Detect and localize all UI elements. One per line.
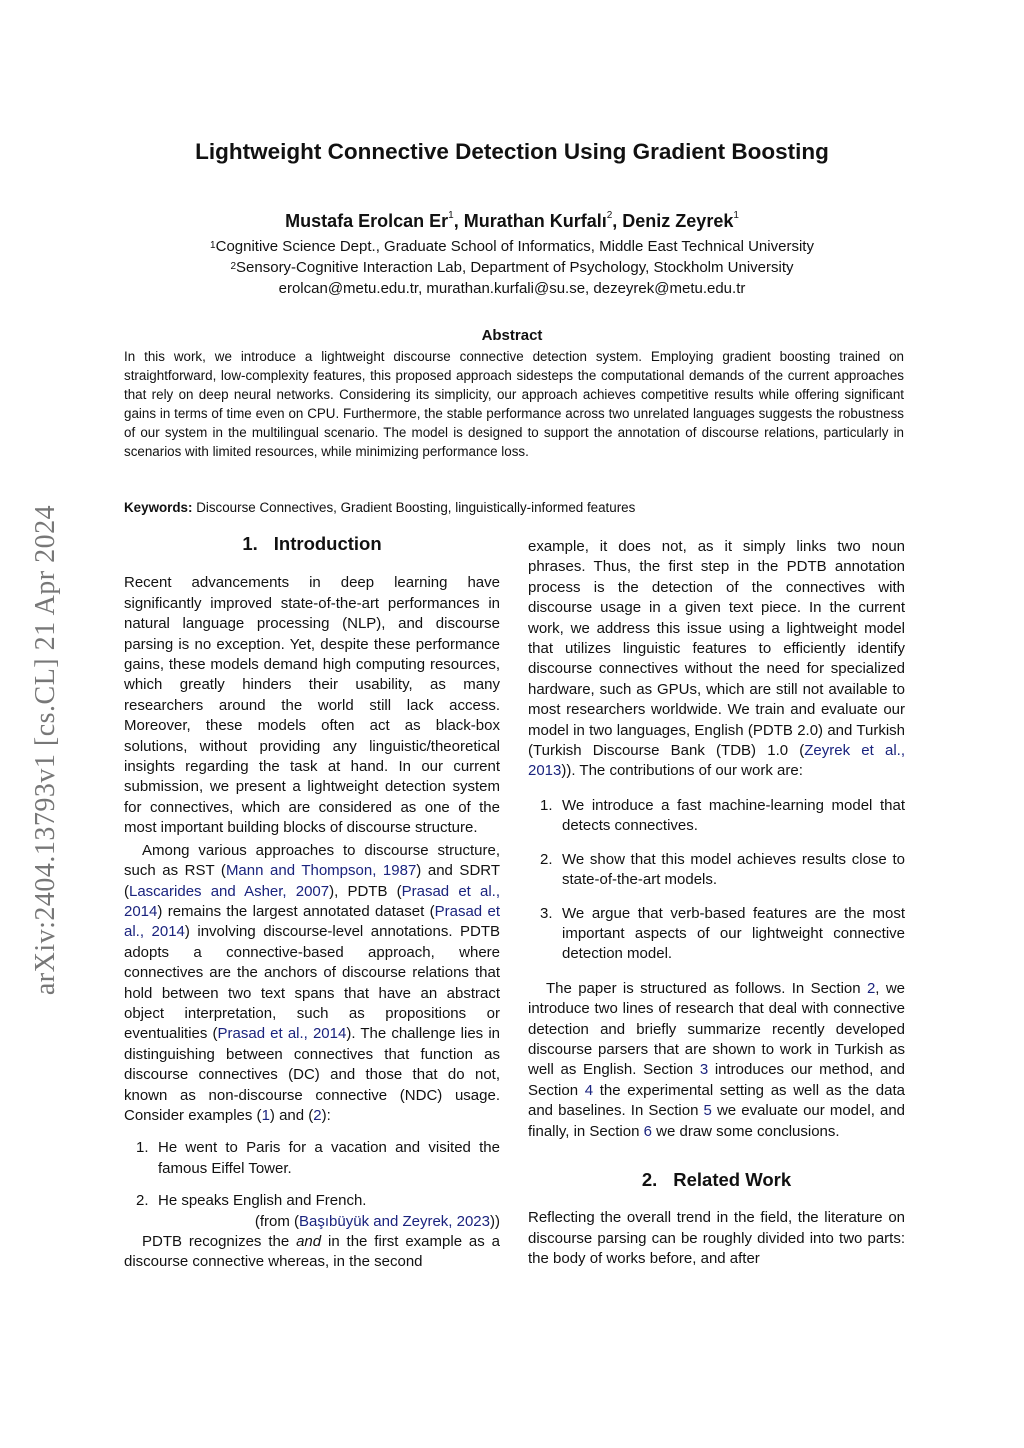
section-heading-related-work: 2. Related Work [641, 1168, 792, 1190]
related-paragraph-1: Reflecting the overall trend in the field, the literature on discourse parsing can be roughly divided into two parts: the body of works before, and after [528, 1209, 905, 1268]
citation-link[interactable]: Lascarides and Asher, 2007 [129, 882, 330, 900]
list-item: 1. He went to Paris for a vacation and visited the famous Eiffel Tower. [136, 1139, 500, 1177]
section-ref-link[interactable]: 6 [643, 1122, 652, 1140]
list-item: 2. He speaks English and French. [136, 1192, 367, 1210]
list-item: 1. We introduce a fast machine-learning model that detects connectives. [540, 796, 905, 835]
left-column [124, 534, 500, 1273]
example-source: (from (Başıbüyük and Zeyrek, 2023)) [254, 1212, 500, 1230]
arxiv-sidebar-stamp [22, 450, 70, 1050]
citation-link[interactable]: Prasad et al., 2014 [124, 882, 500, 920]
citation-link[interactable]: Prasad et al., 2014 [217, 1025, 347, 1043]
intro-paragraph-1: Recent advancements in deep learning have significantly improved state-of-the-art performances in natural language processing (NLP), and discourse parsing is no exception. Yet, despite these performance gains, these models demand high computing resources, which greatly hinders their usability, as many researchers around the world still lack access. Moreover, these models often act as black-box solutions, without providing any linguistic/theoretical insights regarding the task at hand. In our current submission, we present a lightweight detection system for connectives, which are considered as one of the most important building blocks of discourse structure. [124, 574, 500, 837]
author-emails: erolcan@metu.edu.tr, murathan.kurfali@su.se, dezeyrek@metu.edu.tr [278, 280, 746, 297]
author-name: Mustafa Erolcan Er [285, 211, 449, 231]
author-affil-mark: 1 [448, 210, 454, 221]
abstract-heading: Abstract [481, 327, 543, 344]
example-list [124, 1138, 500, 1211]
list-item: 3. We argue that verb-based features are the most important aspects of our lightweight connective detection model. [540, 904, 905, 963]
section-heading-introduction: 1. Introduction [242, 533, 382, 554]
intro-paragraph-2: Among various approaches to discourse structure, such as RST (Mann and Thompson, 1987) and SDRT (Lascarides and Asher, 2007), PDTB (Prasad et al., 2014) remains the largest annotated dataset (Prasad et al., 2014) involving discourse-level annotations. PDTB adopts a connective-based approach, where connectives are the anchors of discourse relations that hold between two text spans that have an abstract object interpretation, such as propositions or eventualities (Prasad et al., 2014). The challenge lies in distinguishing between connectives that function as discourse connectives (DC) and those that do not, known as non-discourse connective (NDC) usage. Consider examples (1) and (2): [124, 841, 500, 1124]
citation-link[interactable]: Zeyrek et al., 2013 [528, 742, 905, 780]
affiliation-2: $^2$Sensory-Cognitive Interaction Lab, Department of Psychology, Stockholm University [230, 259, 794, 276]
citation-link[interactable]: Mann and Thompson, 1987 [225, 862, 417, 880]
section-ref-link[interactable]: 2 [866, 979, 876, 997]
abstract-text: In this work, we introduce a lightweight discourse connective detection system. Employing gradient boosting trained on straightforward, low-complexity features, this proposed approach sidesteps the computational demands of the current approaches that rely on deep neural networks. Considering its simplicity, our approach achieves competitive results while offering significant gains in terms of time even on CPU. Furthermore, the stable performance across two unrelated languages suggests the robustness of our system in the multilingual scenario. The model is designed to support the annotation of discourse relations, particularly in scenarios with limited resources, while minimizing performance loss. [124, 349, 904, 459]
citation-link[interactable]: Prasad et al., 2014 [124, 902, 500, 941]
author-name: Murathan Kurfalı [463, 211, 607, 231]
affiliation-1: $^1$Cognitive Science Dept., Graduate School of Informatics, Middle East Technical University [210, 238, 814, 255]
example-ref-link[interactable]: 1 [261, 1106, 270, 1124]
keywords-label: Keywords: [124, 500, 193, 515]
section-ref-link[interactable]: 3 [699, 1061, 709, 1079]
keywords-text: Discourse Connectives, Gradient Boosting, linguistically-informed features [196, 500, 636, 515]
author-name: Deniz Zeyrek [622, 211, 734, 231]
contributions-list [528, 796, 905, 965]
intro-paragraph-3: PDTB recognizes the and in the first example as a discourse connective whereas, in the second [124, 1233, 500, 1271]
keywords [124, 500, 904, 515]
author-affil-mark: 1 [733, 210, 739, 221]
citation-link[interactable]: Başıbüyük and Zeyrek, 2023 [299, 1212, 490, 1230]
section-ref-link[interactable]: 4 [584, 1081, 594, 1099]
section-ref-link[interactable]: 5 [703, 1102, 712, 1120]
author-list: Mustafa Erolcan Er$^1$, Murathan Kurfalı$^2$, Deniz Zeyrek$^1$ [285, 210, 739, 231]
structure-paragraph: The paper is structured as follows. In Section 2, we introduce two lines of research that deal with connective detection and briefly summarize recently developed discourse parsers that are shown to work in Turkish as well as English. Section 3 introduces our method, and Section 4 the experimental setting as well as the data and baselines. In Section 5 we evaluate our model, and finally, in Section 6 we draw some conclusions. [528, 979, 905, 1140]
right-column [528, 537, 905, 1270]
author-affil-mark: 2 [606, 210, 613, 221]
example-ref-link[interactable]: 2 [313, 1106, 322, 1124]
intro-paragraph-continued: example, it does not, as it simply links two noun phrases. Thus, the first step in the PDTB annotation process is the detection of the connectives with discourse usage in a given text piece. In the current work, we address this issue using a lightweight model that utilizes linguistic features to efficiently identify discourse connectives without the need for specialized hardware, such as GPUs, which are still not available to most researchers worldwide. We train and evaluate our model in two languages, English (PDTB 2.0) and Turkish (Turkish Discourse Bank (TDB) 1.0 (Zeyrek et al., 2013)). The contributions of our work are: [528, 538, 905, 780]
arxiv-identifier: arXiv:2404.13793v1 [cs.CL] 21 Apr 2024 [30, 504, 61, 996]
paper-title: Lightweight Connective Detection Using Gradient Boosting [195, 139, 829, 164]
list-item: 2. We show that this model achieves results close to state-of-the-art models. [540, 850, 905, 889]
